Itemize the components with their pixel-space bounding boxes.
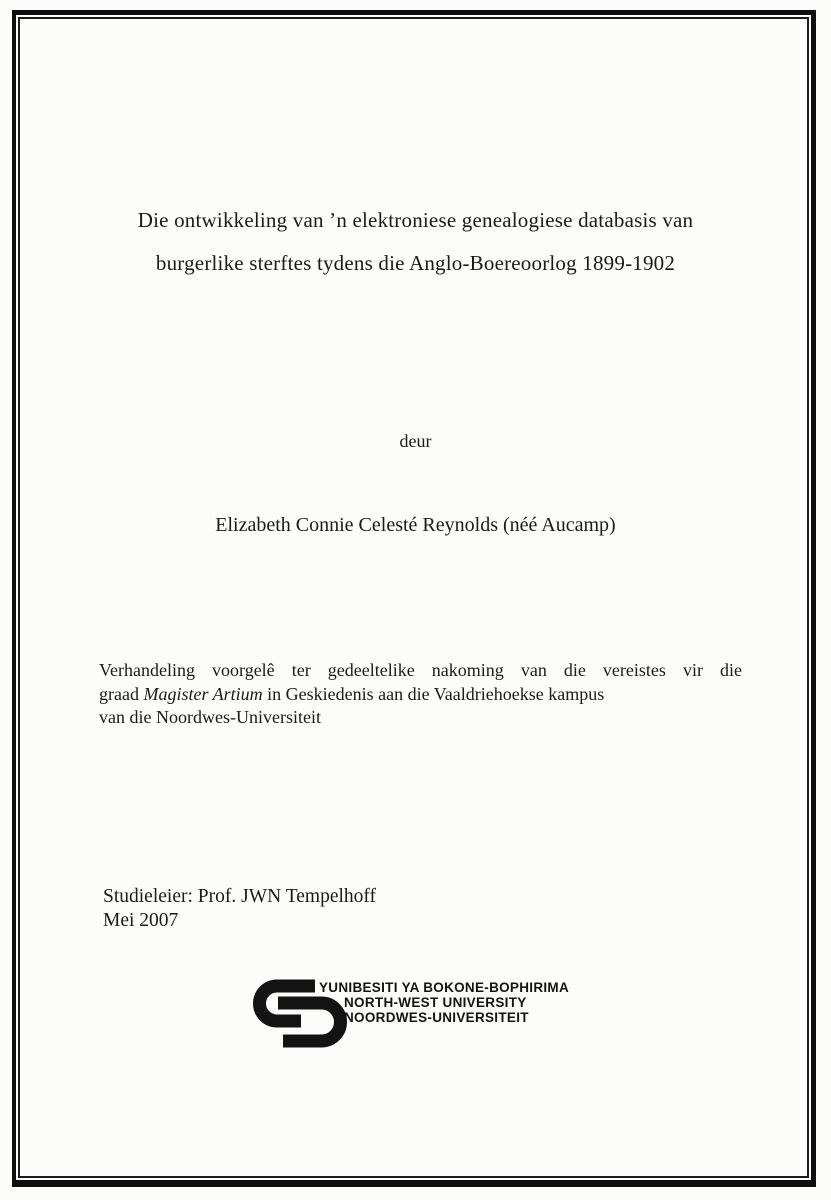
nwu-logo-text-line2: NORTH-WEST UNIVERSITY xyxy=(344,995,527,1011)
thesis-title xyxy=(0,199,831,285)
author-name: Elizabeth Connie Celesté Reynolds (néé Aucamp) xyxy=(215,514,616,536)
thesis-title-line2: burgerlike sterftes tydens die Anglo-Boereoorlog 1899-1902 xyxy=(155,251,676,275)
supervisor-block xyxy=(103,885,376,932)
degree-name: Magister Artium xyxy=(143,683,263,704)
degree-statement-line2 xyxy=(99,683,742,707)
date-line: Mei 2007 xyxy=(103,909,179,931)
degree-statement-line1: Verhandeling voorgelê ter gedeeltelike nakoming van die vereistes vir die xyxy=(99,660,742,680)
thesis-title-line1: Die ontwikkeling van ’n elektroniese genealogiese databasis van xyxy=(137,208,694,232)
nwu-logo-text xyxy=(319,980,569,1026)
degree-statement-line3: van die Noordwes-Universiteit xyxy=(99,707,321,727)
supervisor-line: Studieleier: Prof. JWN Tempelhoff xyxy=(103,886,377,907)
nwu-logo-text-line1: YUNIBESITI YA BOKONE-BOPHIRIMA xyxy=(319,980,570,995)
nwu-logo-text-line3: NOORDWES-UNIVERSITEIT xyxy=(344,1010,529,1026)
degree-statement xyxy=(99,659,742,730)
byline: deur xyxy=(399,431,432,451)
degree-statement-line2-pre: graad xyxy=(99,683,144,704)
degree-statement-line2-post: in Geskiedenis aan die Vaaldriehoekse kampus xyxy=(262,683,605,704)
